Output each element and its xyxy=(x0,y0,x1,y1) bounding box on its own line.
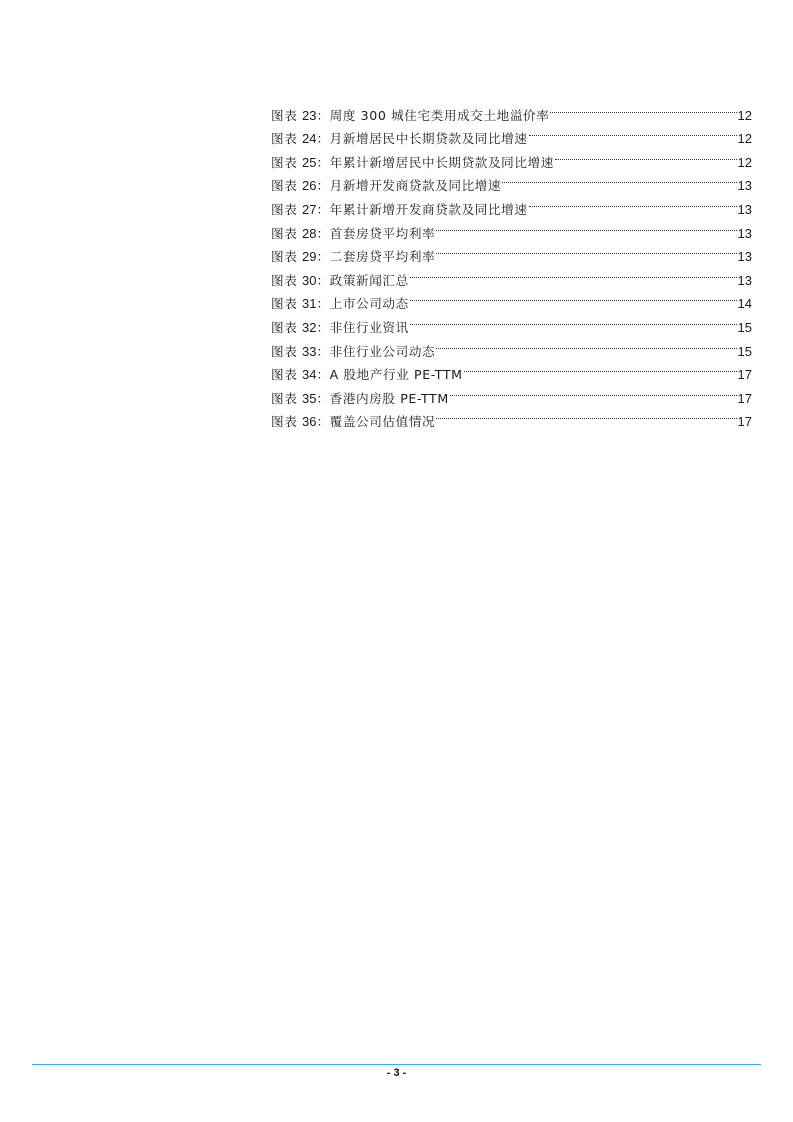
toc-dot-leader xyxy=(410,285,737,309)
toc-entry-page: 17 xyxy=(737,390,752,406)
toc-entry-number: 34 xyxy=(302,367,317,383)
toc-entry-label xyxy=(271,292,409,316)
toc-entry-page: 17 xyxy=(737,367,752,383)
toc-entry-title: ：月新增居民中长期贷款及同比增速 xyxy=(316,131,528,147)
toc-entry-page: 17 xyxy=(737,414,752,430)
toc-dot-leader xyxy=(502,167,736,191)
toc-entry-label xyxy=(271,127,528,151)
toc-entry-label xyxy=(271,222,435,246)
toc-entry-page: 13 xyxy=(737,225,752,241)
toc-dot-leader xyxy=(410,261,737,285)
toc-entry-page: 13 xyxy=(737,178,752,194)
toc-entry-page: 14 xyxy=(737,296,752,312)
toc-dot-leader xyxy=(529,190,737,214)
toc-dot-leader xyxy=(436,403,736,427)
toc-entry-label xyxy=(271,410,435,434)
toc-entry-page: 15 xyxy=(737,319,752,335)
toc-entry-number: 30 xyxy=(302,272,317,288)
page-number: - 3 - xyxy=(386,1067,407,1079)
toc-entry-number: 27 xyxy=(302,201,317,217)
table-of-figures xyxy=(271,96,752,430)
toc-entry-label xyxy=(271,269,409,293)
toc-entry-number: 33 xyxy=(302,343,317,359)
toc-entry-prefix: 图表 xyxy=(271,249,298,265)
toc-entry-title: ：非住行业公司动态 xyxy=(316,343,436,359)
toc-entry-number: 26 xyxy=(302,178,317,194)
toc-entry-title: ：年累计新增开发商贷款及同比增速 xyxy=(316,201,528,217)
toc-entry-title: ：上市公司动态 xyxy=(316,296,409,312)
toc-entry-page: 13 xyxy=(737,249,752,265)
toc-entry-number: 28 xyxy=(302,225,317,241)
toc-entry-prefix: 图表 xyxy=(271,272,298,288)
toc-entry-page: 12 xyxy=(737,107,752,123)
toc-entry-page: 13 xyxy=(737,272,752,288)
toc-dot-leader xyxy=(436,238,736,262)
toc-dot-leader xyxy=(550,96,736,120)
toc-entry-label xyxy=(271,387,449,411)
toc-entry-title: ：月新增开发商贷款及同比增速 xyxy=(316,178,502,194)
footer-divider xyxy=(32,1064,761,1065)
toc-entry-label xyxy=(271,104,549,128)
toc-entry-number: 29 xyxy=(302,249,317,265)
toc-entry-number: 36 xyxy=(302,414,317,430)
toc-entry-number: 24 xyxy=(302,131,317,147)
toc-entry-page: 12 xyxy=(737,131,752,147)
toc-entry-prefix: 图表 xyxy=(271,201,298,217)
toc-entry-title: ：政策新闻汇总 xyxy=(316,272,409,288)
toc-entry-label xyxy=(271,316,409,340)
toc-entry-page: 13 xyxy=(737,201,752,217)
toc-entry-number: 32 xyxy=(302,319,317,335)
toc-entry-title: ：周度 300 城住宅类用成交土地溢价率 xyxy=(316,107,550,123)
toc-entry-prefix: 图表 xyxy=(271,154,298,170)
toc-dot-leader xyxy=(529,120,737,144)
toc-entry-prefix: 图表 xyxy=(271,367,298,383)
toc-dot-leader xyxy=(436,332,736,356)
toc-dot-leader xyxy=(436,214,736,238)
toc-dot-leader xyxy=(450,379,737,403)
toc-entry-title: ：A 股地产行业 PE-TTM xyxy=(316,367,463,383)
toc-entry-number: 25 xyxy=(302,154,317,170)
toc-entry-number: 35 xyxy=(302,390,317,406)
toc-entry-prefix: 图表 xyxy=(271,319,298,335)
toc-entry-23[interactable] xyxy=(271,96,752,123)
toc-entry-prefix: 图表 xyxy=(271,414,298,430)
toc-entry-title: ：年累计新增居民中长期贷款及同比增速 xyxy=(316,154,554,170)
toc-entry-label xyxy=(271,340,435,364)
toc-entry-title: ：非住行业资讯 xyxy=(316,319,409,335)
toc-entry-prefix: 图表 xyxy=(271,131,298,147)
toc-entry-prefix: 图表 xyxy=(271,296,298,312)
toc-entry-label xyxy=(271,363,463,387)
toc-dot-leader xyxy=(410,308,737,332)
toc-dot-leader xyxy=(555,143,737,167)
toc-entry-prefix: 图表 xyxy=(271,178,298,194)
toc-entry-page: 12 xyxy=(737,154,752,170)
toc-entry-label xyxy=(271,174,501,198)
toc-entry-number: 23 xyxy=(302,107,317,123)
toc-entry-title: ：覆盖公司估值情况 xyxy=(316,414,436,430)
toc-entry-title: ：首套房贷平均利率 xyxy=(316,225,436,241)
toc-dot-leader xyxy=(464,356,737,380)
toc-entry-prefix: 图表 xyxy=(271,390,298,406)
toc-entry-title: ：二套房贷平均利率 xyxy=(316,249,436,265)
toc-entry-prefix: 图表 xyxy=(271,225,298,241)
toc-entry-prefix: 图表 xyxy=(271,107,298,123)
toc-entry-title: ：香港内房股 PE-TTM xyxy=(316,390,449,406)
toc-entry-prefix: 图表 xyxy=(271,343,298,359)
toc-entry-page: 15 xyxy=(737,343,752,359)
toc-entry-number: 31 xyxy=(302,296,317,312)
